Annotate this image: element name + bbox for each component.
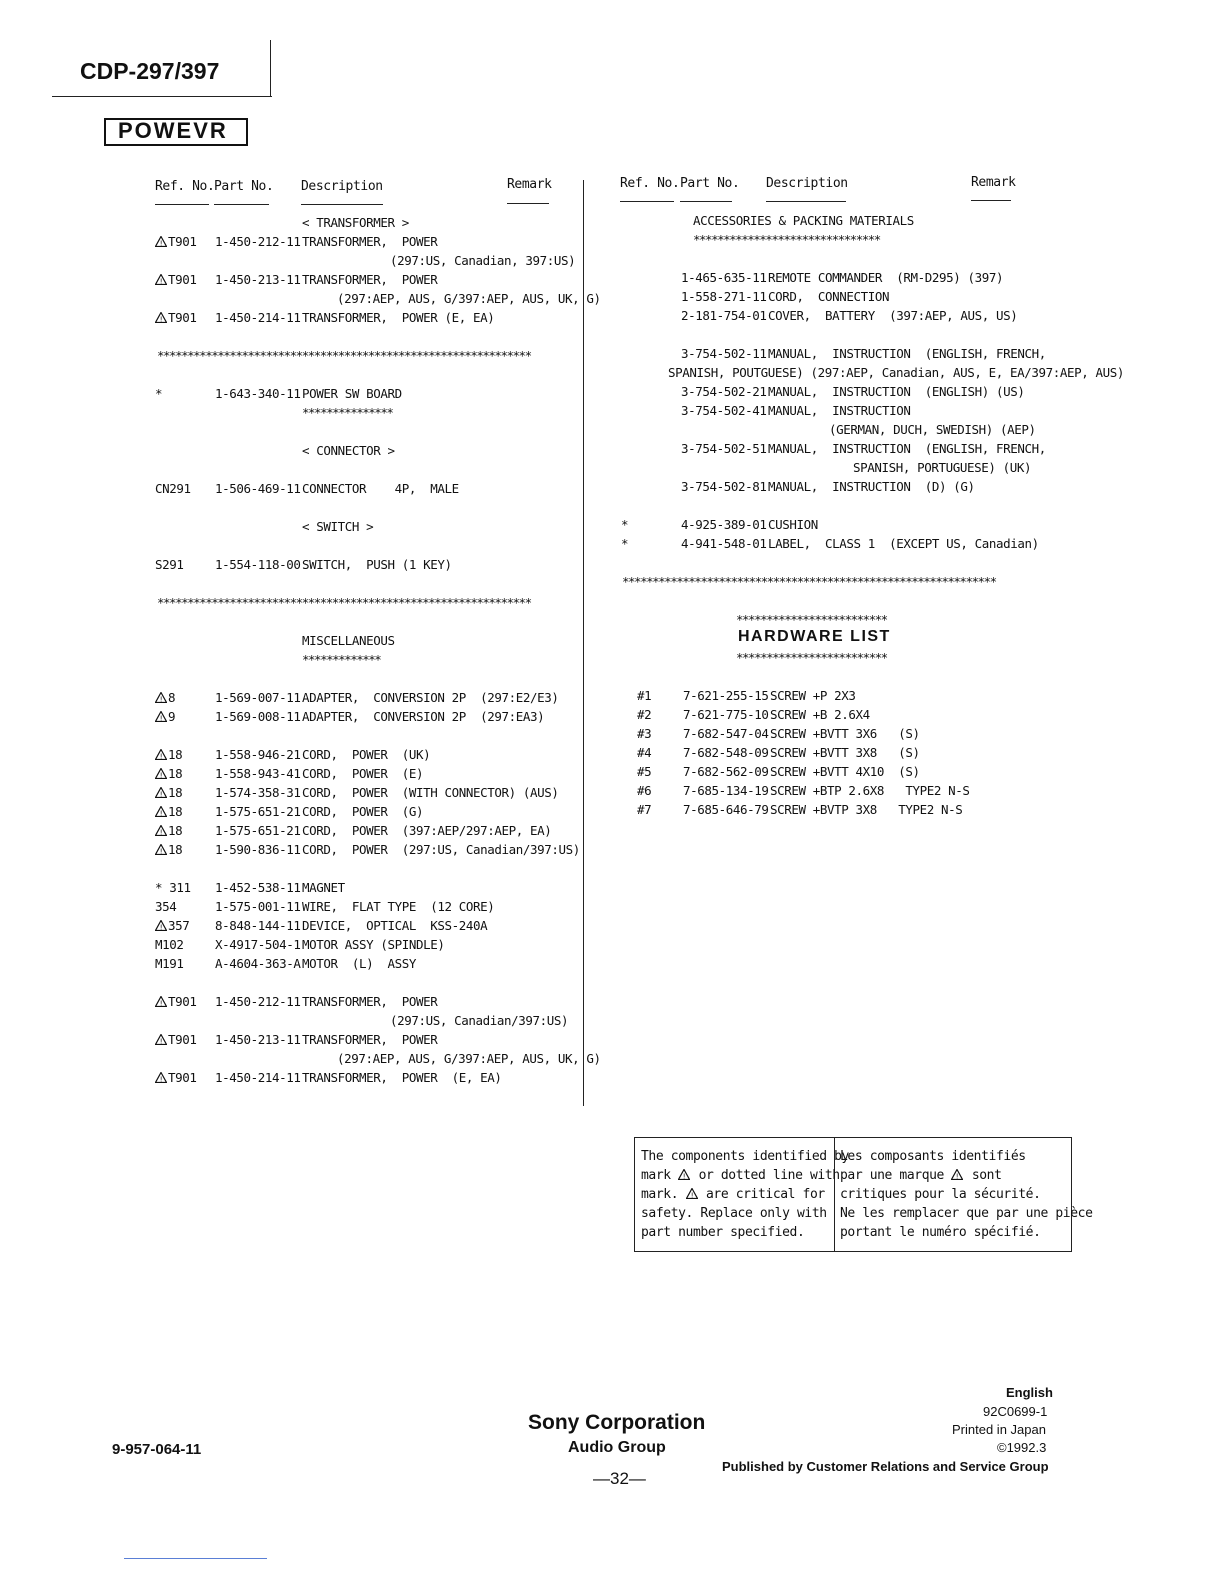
notice-line: mark. ! are critical for (641, 1187, 825, 1202)
left-row-part-number: 1-506-469-11 (215, 481, 301, 496)
col-remark-header: Remark (971, 175, 1016, 190)
svg-text:!: ! (690, 1191, 693, 1199)
doc-number: 9-957-064-11 (112, 1441, 202, 1458)
left-row-part-number: X-4917-504-1 (215, 937, 301, 952)
svg-text:!: ! (159, 847, 163, 855)
ref-label: S291 (155, 557, 184, 572)
left-row-ref (155, 842, 182, 857)
left-row-description: TRANSFORMER, POWER (E, EA) (302, 1070, 502, 1085)
ref-label: 18 (168, 766, 183, 781)
warning-triangle-icon (155, 690, 168, 705)
warning-triangle-icon (155, 918, 168, 933)
notice-line: safety. Replace only with (641, 1206, 827, 1221)
right-row-description: CORD, CONNECTION (768, 289, 890, 304)
col-remark-header: Remark (507, 177, 552, 192)
hardware-ref: #2 (637, 707, 652, 722)
left-row-ref (155, 899, 176, 914)
ref-label: T901 (168, 310, 197, 325)
svg-text:!: ! (159, 1075, 163, 1083)
hardware-description: SCREW +BTP 2.6X8 TYPE2 N-S (770, 783, 970, 798)
left-row-ref (155, 709, 175, 724)
page-number: —32— (593, 1469, 646, 1488)
star-separator: ************************************************************** (157, 348, 531, 363)
notice-line: mark ! or dotted line with (641, 1168, 840, 1183)
left-row-description: MOTOR (L) ASSY (302, 956, 417, 971)
ref-label: M191 (155, 956, 184, 971)
right-row-part-number: 1-465-635-11 (681, 270, 767, 285)
hardware-stars-bottom: ************************* (736, 650, 887, 665)
warning-triangle-icon (155, 994, 168, 1009)
svg-text:!: ! (159, 315, 163, 323)
left-row-part-number: 1-558-946-21 (215, 747, 301, 762)
left-row-ref (155, 785, 182, 800)
header-underline (766, 201, 846, 202)
header-underline (214, 204, 269, 205)
left-row-ref (155, 956, 184, 971)
star-separator: ************************************************************** (157, 595, 531, 610)
warning-triangle-icon (155, 1032, 168, 1047)
left-row-description: MAGNET (302, 880, 345, 895)
svg-text:!: ! (159, 790, 163, 798)
left-row-part-number: 1-643-340-11 (215, 386, 301, 401)
left-row-description: TRANSFORMER, POWER (E, EA) (302, 310, 495, 325)
left-row-description: MOTOR ASSY (SPINDLE) (302, 937, 445, 952)
left-row-part-number: 1-450-212-11 (215, 994, 301, 1009)
notice-line: par une marque ! sont (840, 1168, 1002, 1183)
right-row-description: MANUAL, INSTRUCTION (ENGLISH, FRENCH, (768, 346, 1046, 361)
warning-triangle-icon (678, 1168, 691, 1183)
left-row-part-number: 1-590-836-11 (215, 842, 301, 857)
right-row-description: REMOTE COMMANDER (RM-D295) (397) (768, 270, 1004, 285)
hardware-description: SCREW +P 2X3 (770, 688, 856, 703)
warning-triangle-icon (155, 747, 168, 762)
ref-label: T901 (168, 994, 197, 1009)
right-row-description: ACCESSORIES & PACKING MATERIALS (693, 213, 914, 228)
left-row-part-number: 1-452-538-11 (215, 880, 301, 895)
left-row-description: POWER SW BOARD (302, 386, 402, 401)
left-row-ref (155, 747, 182, 762)
warning-triangle-icon (155, 804, 168, 819)
svg-text:!: ! (159, 239, 163, 247)
right-row-description: MANUAL, INSTRUCTION (768, 403, 911, 418)
svg-text:!: ! (159, 999, 163, 1007)
left-row-ref (155, 481, 191, 496)
svg-text:!: ! (159, 695, 163, 703)
left-row-description: TRANSFORMER, POWER (302, 272, 438, 287)
hardware-description: SCREW +BVTT 3X8 (S) (770, 745, 920, 760)
svg-text:!: ! (159, 923, 163, 931)
svg-text:!: ! (956, 1172, 959, 1180)
right-row-description: MANUAL, INSTRUCTION (D) (G) (768, 479, 975, 494)
left-row-description: CORD, POWER (397:AEP/297:AEP, EA) (302, 823, 552, 838)
notice-line: part number specified. (641, 1225, 805, 1240)
ref-label: 8 (168, 690, 176, 705)
header-underline (620, 201, 674, 202)
left-row-part-number: 1-575-001-11 (215, 899, 301, 914)
warning-triangle-icon (155, 272, 168, 287)
ref-label: 354 (155, 899, 177, 914)
left-row-part-number: 1-450-214-11 (215, 310, 301, 325)
hardware-part-number: 7-621-775-10 (683, 707, 769, 722)
col-part-header: Part No. (680, 176, 740, 191)
left-row-description: CONNECTOR 4P, MALE (302, 481, 459, 496)
ref-label: 357 (168, 918, 190, 933)
star-separator: ************************************************************** (622, 574, 996, 589)
left-row-part-number: 1-558-943-41 (215, 766, 301, 781)
section-title: POWEVR (118, 118, 228, 143)
left-row-part-number: 8-848-144-11 (215, 918, 301, 933)
notice-line: critiques pour la sécurité. (840, 1187, 1041, 1202)
ref-label: * (621, 517, 629, 532)
ref-label: * (155, 386, 163, 401)
warning-triangle-icon (155, 823, 168, 838)
left-row-description: ************* (302, 652, 381, 667)
col-desc-header: Description (766, 176, 848, 191)
right-row-ref (621, 536, 628, 551)
notice-line: Les composants identifiés (840, 1149, 1026, 1164)
right-row-description: (GERMAN, DUCH, SWEDISH) (AEP) (829, 422, 1036, 437)
group-name: Audio Group (568, 1439, 666, 1456)
left-row-description: TRANSFORMER, POWER (302, 1032, 438, 1047)
right-row-part-number: 3-754-502-81 (681, 479, 767, 494)
left-row-part-number: 1-569-007-11 (215, 690, 301, 705)
left-row-description: (297:US, Canadian/397:US) (390, 1013, 569, 1028)
left-row-ref (155, 994, 197, 1009)
left-row-ref (155, 918, 189, 933)
left-row-description: DEVICE, OPTICAL KSS-240A (302, 918, 488, 933)
right-row-part-number: 4-941-548-01 (681, 536, 767, 551)
right-row-description: COVER, BATTERY (397:AEP, AUS, US) (768, 308, 1018, 323)
safety-notice-english (641, 1147, 849, 1242)
hardware-part-number: 7-621-255-15 (683, 688, 769, 703)
left-row-ref (155, 804, 182, 819)
right-row-part-number: 2-181-754-01 (681, 308, 767, 323)
left-row-description: ADAPTER, CONVERSION 2P (297:E2/E3) (302, 690, 559, 705)
left-row-ref (155, 823, 182, 838)
left-row-description: < SWITCH > (302, 519, 374, 534)
warning-triangle-icon (951, 1168, 964, 1183)
warning-triangle-icon (686, 1187, 699, 1202)
col-ref-header: Ref. No. (620, 176, 680, 191)
warning-triangle-icon (155, 234, 168, 249)
ref-label: T901 (168, 1032, 197, 1047)
column-divider (583, 180, 584, 1106)
warning-triangle-icon (155, 1070, 168, 1085)
left-row-description: (297:AEP, AUS, G/397:AEP, AUS, UK, G) (337, 1051, 601, 1066)
notice-line: The components identified by (641, 1149, 849, 1164)
left-row-part-number: 1-574-358-31 (215, 785, 301, 800)
left-row-part-number: 1-554-118-00 (215, 557, 301, 572)
left-row-description: CORD, POWER (WITH CONNECTOR) (AUS) (302, 785, 559, 800)
col-ref-header: Ref. No. (155, 179, 215, 194)
left-row-ref (155, 310, 197, 325)
left-row-ref (155, 272, 197, 287)
hardware-part-number: 7-682-562-09 (683, 764, 769, 779)
ref-label: 18 (168, 747, 183, 762)
left-row-ref (155, 386, 162, 401)
hardware-list-title: HARDWARE LIST (738, 628, 891, 645)
left-row-description: (297:US, Canadian, 397:US) (390, 253, 576, 268)
svg-text:!: ! (682, 1172, 686, 1180)
hardware-part-number: 7-685-134-19 (683, 783, 769, 798)
left-row-description: CORD, POWER (E) (302, 766, 424, 781)
left-row-ref (155, 880, 191, 895)
right-row-description: MANUAL, INSTRUCTION (ENGLISH, FRENCH, (768, 441, 1046, 456)
col-desc-header: Description (301, 179, 383, 194)
left-row-ref (155, 1032, 197, 1047)
left-row-part-number: 1-569-008-11 (215, 709, 301, 724)
notice-line: portant le numéro spécifié. (840, 1225, 1041, 1240)
left-row-part-number: 1-575-651-21 (215, 804, 301, 819)
right-row-part-number: 4-925-389-01 (681, 517, 767, 532)
right-row-description: SPANISH, POUTGUESE) (297:AEP, Canadian, AUS, E, EA/397:AEP, AUS) (668, 365, 1125, 380)
left-row-part-number: 1-450-214-11 (215, 1070, 301, 1085)
right-row-description: CUSHION (768, 517, 818, 532)
ref-label: T901 (168, 1070, 197, 1085)
printed-in: Printed in Japan (952, 1422, 1046, 1437)
header-underline (301, 204, 383, 205)
left-row-description: TRANSFORMER, POWER (302, 234, 438, 249)
hardware-part-number: 7-685-646-79 (683, 802, 769, 817)
left-row-description: MISCELLANEOUS (302, 633, 395, 648)
left-row-description: CORD, POWER (G) (302, 804, 424, 819)
svg-text:!: ! (159, 714, 163, 722)
left-row-ref (155, 690, 175, 705)
left-row-description: (297:AEP, AUS, G/397:AEP, AUS, UK, G) (337, 291, 601, 306)
hardware-ref: #7 (637, 802, 652, 817)
header-underline (680, 201, 732, 202)
hardware-ref: #6 (637, 783, 652, 798)
warning-triangle-icon (155, 709, 168, 724)
left-row-ref (155, 557, 184, 572)
left-row-ref (155, 1070, 197, 1085)
right-row-description: ******************************* (693, 232, 880, 247)
ref-label: 18 (168, 804, 183, 819)
left-row-ref (155, 234, 197, 249)
hardware-part-number: 7-682-547-04 (683, 726, 769, 741)
left-row-ref (155, 766, 182, 781)
safety-notice-french (840, 1147, 1093, 1242)
left-row-part-number: 1-450-213-11 (215, 1032, 301, 1047)
warning-triangle-icon (155, 785, 168, 800)
svg-text:!: ! (159, 1037, 163, 1045)
ref-label: CN291 (155, 481, 191, 496)
right-row-description: MANUAL, INSTRUCTION (ENGLISH) (US) (768, 384, 1025, 399)
ref-label: 18 (168, 785, 183, 800)
left-row-description: TRANSFORMER, POWER (302, 994, 438, 1009)
model-number: CDP-297/397 (80, 58, 220, 84)
hardware-ref: #5 (637, 764, 652, 779)
left-row-description: WIRE, FLAT TYPE (12 CORE) (302, 899, 495, 914)
hardware-part-number: 7-682-548-09 (683, 745, 769, 760)
ref-label: 9 (168, 709, 176, 724)
right-row-description: LABEL, CLASS 1 (EXCEPT US, Canadian) (768, 536, 1039, 551)
hardware-description: SCREW +B 2.6X4 (770, 707, 870, 722)
ref-label: T901 (168, 272, 197, 287)
header-underline (155, 204, 209, 205)
header-underline (971, 200, 1011, 201)
doc-code: 92C0699-1 (983, 1404, 1048, 1419)
company-name: Sony Corporation (528, 1411, 706, 1434)
svg-text:!: ! (159, 809, 163, 817)
svg-text:!: ! (159, 752, 163, 760)
left-row-description: < CONNECTOR > (302, 443, 395, 458)
hardware-description: SCREW +BVTT 3X6 (S) (770, 726, 920, 741)
right-row-part-number: 3-754-502-51 (681, 441, 767, 456)
hardware-description: SCREW +BVTP 3X8 TYPE2 N-S (770, 802, 963, 817)
left-row-part-number: 1-575-651-21 (215, 823, 301, 838)
ref-label: * 311 (155, 880, 191, 895)
svg-text:!: ! (159, 771, 163, 779)
warning-triangle-icon (155, 766, 168, 781)
right-row-part-number: 3-754-502-41 (681, 403, 767, 418)
ref-label: T901 (168, 234, 197, 249)
right-row-part-number: 3-754-502-21 (681, 384, 767, 399)
notice-line: Ne les remplacer que par une pièce (840, 1206, 1093, 1221)
right-row-part-number: 1-558-271-11 (681, 289, 767, 304)
header-rule-vertical (270, 40, 271, 97)
hardware-ref: #4 (637, 745, 652, 760)
language: English (1006, 1385, 1053, 1400)
left-row-description: SWITCH, PUSH (1 KEY) (302, 557, 452, 572)
ref-label: M102 (155, 937, 184, 952)
hardware-description: SCREW +BVTT 4X10 (S) (770, 764, 920, 779)
header-rule (52, 96, 272, 97)
left-row-part-number: 1-450-212-11 (215, 234, 301, 249)
svg-text:!: ! (159, 828, 163, 836)
publisher: Published by Customer Relations and Service Group (722, 1459, 1049, 1474)
right-row-ref (621, 517, 628, 532)
left-row-description: < TRANSFORMER > (302, 215, 409, 230)
hardware-ref: #1 (637, 688, 652, 703)
warning-triangle-icon (155, 842, 168, 857)
svg-text:!: ! (159, 277, 163, 285)
warning-triangle-icon (155, 310, 168, 325)
ref-label: 18 (168, 823, 183, 838)
col-part-header: Part No. (214, 179, 274, 194)
left-row-part-number: A-4604-363-A (215, 956, 301, 971)
ref-label: * (621, 536, 629, 551)
copyright: ©1992.3 (997, 1440, 1047, 1455)
left-row-ref (155, 937, 184, 952)
footer-link-line (124, 1558, 267, 1559)
right-row-part-number: 3-754-502-11 (681, 346, 767, 361)
left-row-part-number: 1-450-213-11 (215, 272, 301, 287)
hardware-ref: #3 (637, 726, 652, 741)
left-row-description: CORD, POWER (UK) (302, 747, 431, 762)
ref-label: 18 (168, 842, 183, 857)
left-row-description: *************** (302, 405, 393, 420)
hardware-stars-top: ************************* (736, 612, 887, 627)
header-underline (507, 203, 549, 204)
left-row-description: ADAPTER, CONVERSION 2P (297:EA3) (302, 709, 545, 724)
left-row-description: CORD, POWER (297:US, Canadian/397:US) (302, 842, 580, 857)
right-row-description: SPANISH, PORTUGUESE) (UK) (853, 460, 1032, 475)
